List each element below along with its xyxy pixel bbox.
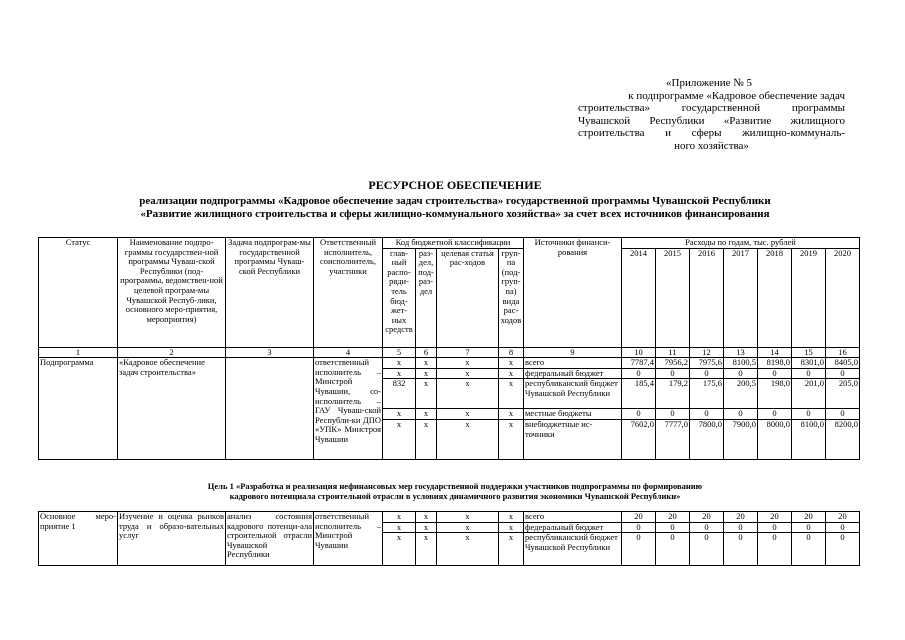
column-number: 7 <box>437 347 499 358</box>
value-cell: 0 <box>690 409 724 420</box>
source-cell: федеральный бюджет <box>524 522 622 533</box>
subtitle-line: «Развитие жилищного строительства и сферы жилищно-коммунального хозяйства» за счет всех источников финансирования <box>140 207 770 220</box>
code-cell: x <box>437 358 499 369</box>
code-cell: x <box>499 368 524 379</box>
source-cell: внебюджетные ис-точники <box>524 419 622 459</box>
value-cell: 7787,4 <box>622 358 656 369</box>
header-year: 2018 <box>758 248 792 347</box>
value-cell: 0 <box>724 522 758 533</box>
document-subtitle <box>40 195 870 220</box>
header-target: целевая статья рас-ходов <box>437 248 499 347</box>
value-cell: 20 <box>826 512 860 523</box>
measure-table <box>38 511 860 566</box>
code-cell: x <box>437 419 499 459</box>
code-cell: x <box>437 533 499 566</box>
column-number: 1 <box>39 347 118 358</box>
header-year: 2019 <box>792 248 826 347</box>
value-cell: 0 <box>622 409 656 420</box>
code-cell: x <box>383 358 416 369</box>
value-cell: 0 <box>690 522 724 533</box>
value-cell: 198,0 <box>758 379 792 409</box>
appendix-line: строительства» государственной программы <box>578 102 845 114</box>
value-cell: 20 <box>724 512 758 523</box>
value-cell: 8198,0 <box>758 358 792 369</box>
header-year: 2016 <box>690 248 724 347</box>
header-razdel: раз-дел, под-раз-дел <box>416 248 437 347</box>
source-cell: всего <box>524 358 622 369</box>
code-cell: x <box>416 419 437 459</box>
value-cell: 0 <box>724 533 758 566</box>
value-cell: 0 <box>758 533 792 566</box>
subtitle-line: реализации подпрограммы «Кадровое обеспечение задач строительства» государственной программы Чувашской Республики <box>139 195 771 207</box>
value-cell: 0 <box>656 522 690 533</box>
appendix-line: строительства и сферы жилищно-коммуналь- <box>578 127 845 139</box>
value-cell: 8100,5 <box>724 358 758 369</box>
appendix-line: «Приложение № 5 <box>666 77 753 89</box>
code-cell: x <box>416 368 437 379</box>
value-cell: 7975,6 <box>690 358 724 369</box>
value-cell: 8000,0 <box>758 419 792 459</box>
column-number: 4 <box>314 347 383 358</box>
measure-name: Изучение и оценка рынков труда и образо-вательных услуг <box>118 512 226 566</box>
document-title: РЕСУРСНОЕ ОБЕСПЕЧЕНИЕ <box>368 178 542 192</box>
table-row <box>39 358 860 369</box>
source-cell: местные бюджеты <box>524 409 622 420</box>
value-cell: 175,6 <box>690 379 724 409</box>
header-sources: Источники финанси-рования <box>524 238 622 348</box>
header-expenses: Расходы по годам, тыс. рублей <box>622 238 860 249</box>
header-status: Статус <box>39 238 118 348</box>
value-cell: 7777,0 <box>656 419 690 459</box>
column-number: 16 <box>826 347 860 358</box>
header-executor: Ответственный исполнитель, соисполнитель, участники <box>314 238 383 348</box>
header-group: груп-па (под-груп-па) вида рас-ходов <box>499 248 524 347</box>
code-cell: x <box>416 512 437 523</box>
code-cell: x <box>437 522 499 533</box>
column-number: 8 <box>499 347 524 358</box>
value-cell: 0 <box>622 533 656 566</box>
column-number: 3 <box>226 347 314 358</box>
value-cell: 0 <box>758 409 792 420</box>
value-cell: 0 <box>656 409 690 420</box>
value-cell: 0 <box>792 533 826 566</box>
value-cell: 20 <box>792 512 826 523</box>
code-cell: x <box>499 522 524 533</box>
code-cell: x <box>437 379 499 409</box>
value-cell: 7956,2 <box>656 358 690 369</box>
column-number: 12 <box>690 347 724 358</box>
appendix-line: ного хозяйства» <box>674 139 749 152</box>
header-year: 2017 <box>724 248 758 347</box>
value-cell: 0 <box>690 533 724 566</box>
source-cell: федеральный бюджет <box>524 368 622 379</box>
header-glavny: глав-ный распо-ряди-тель бюд-жет-ных средств <box>383 248 416 347</box>
value-cell: 8100,0 <box>792 419 826 459</box>
column-number: 5 <box>383 347 416 358</box>
code-cell: x <box>416 379 437 409</box>
value-cell: 7900,0 <box>724 419 758 459</box>
value-cell: 0 <box>622 522 656 533</box>
code-cell: x <box>383 368 416 379</box>
goal-heading <box>120 481 790 501</box>
code-cell: x <box>437 368 499 379</box>
appendix-line: к подпрограмме «Кадровое обеспечение задач <box>628 89 845 102</box>
source-cell: всего <box>524 512 622 523</box>
column-number: 15 <box>792 347 826 358</box>
value-cell: 20 <box>690 512 724 523</box>
value-cell: 0 <box>792 368 826 379</box>
value-cell: 200,5 <box>724 379 758 409</box>
code-cell: x <box>499 379 524 409</box>
value-cell: 8200,0 <box>826 419 860 459</box>
column-number: 2 <box>118 347 226 358</box>
measure-status: Основное меро-приятие 1 <box>39 512 118 566</box>
code-cell: x <box>416 533 437 566</box>
goal-line: Цель 1 «Разработка и реализация нефинансовых мер государственной поддержки участников подпрограммы по формированию <box>207 481 703 491</box>
source-cell: республиканский бюджет Чувашской Республики <box>524 379 622 409</box>
header-year: 2014 <box>622 248 656 347</box>
code-cell: x <box>437 409 499 420</box>
appendix-header <box>578 77 845 152</box>
code-cell: x <box>383 419 416 459</box>
value-cell: 0 <box>826 533 860 566</box>
code-cell: x <box>416 522 437 533</box>
header-year: 2020 <box>826 248 860 347</box>
code-cell: x <box>416 409 437 420</box>
code-cell: 832 <box>383 379 416 409</box>
header-name: Наименование подпро-граммы государствен-ной программы Чуваш-ской Республики (под-программы, ведомствен-ной целевой програм-мы Чувашской Респуб-лики, основного меро-приятия, мероприятия) <box>118 238 226 348</box>
value-cell: 0 <box>622 368 656 379</box>
code-cell: x <box>499 358 524 369</box>
goal-line: кадрового потенциала строительной отрасли в условиях динамичного развития экономики Чувашской Республики» <box>229 491 681 501</box>
code-cell: x <box>499 419 524 459</box>
value-cell: 8301,0 <box>792 358 826 369</box>
source-cell: республиканский бюджет Чувашской Республики <box>524 533 622 566</box>
code-cell: x <box>383 522 416 533</box>
value-cell: 179,2 <box>656 379 690 409</box>
value-cell: 0 <box>724 409 758 420</box>
code-cell: x <box>499 409 524 420</box>
value-cell: 0 <box>792 409 826 420</box>
value-cell: 0 <box>656 368 690 379</box>
value-cell: 8405,0 <box>826 358 860 369</box>
code-cell: x <box>383 533 416 566</box>
column-number: 13 <box>724 347 758 358</box>
code-cell: x <box>383 512 416 523</box>
row-status: Подпрограмма <box>39 358 118 460</box>
header-task: Задача подпрограм-мы государственной программы Чуваш-ской Республики <box>226 238 314 348</box>
value-cell: 205,0 <box>826 379 860 409</box>
value-cell: 0 <box>826 368 860 379</box>
row-name: «Кадровое обеспечение задач строительства» <box>118 358 226 460</box>
value-cell: 0 <box>724 368 758 379</box>
value-cell: 0 <box>826 409 860 420</box>
value-cell: 185,4 <box>622 379 656 409</box>
value-cell: 20 <box>622 512 656 523</box>
column-number: 11 <box>656 347 690 358</box>
row-task <box>226 358 314 460</box>
code-cell: x <box>383 409 416 420</box>
measure-executor: ответственный исполнитель – Минстрой Чувашии <box>314 512 383 566</box>
column-number-row <box>39 347 860 358</box>
code-cell: x <box>416 358 437 369</box>
value-cell: 7602,0 <box>622 419 656 459</box>
code-cell: x <box>437 512 499 523</box>
column-number: 6 <box>416 347 437 358</box>
resource-table <box>38 237 860 460</box>
value-cell: 0 <box>826 522 860 533</box>
measure-task: анализ состояния кадрового потенци-ала строительной отрасли Чувашской Республики <box>226 512 314 566</box>
table-row <box>39 512 860 523</box>
column-number: 14 <box>758 347 792 358</box>
header-year: 2015 <box>656 248 690 347</box>
header-budget-code: Код бюджетной классификации <box>383 238 524 249</box>
value-cell: 0 <box>656 533 690 566</box>
row-executor: ответственный исполнитель – Минстрой Чувашии, со-исполнитель – ГАУ Чуваш-ской Республи-ки ДПО «УПК» Минстроя Чувашии <box>314 358 383 460</box>
column-number: 10 <box>622 347 656 358</box>
value-cell: 0 <box>690 368 724 379</box>
value-cell: 201,0 <box>792 379 826 409</box>
value-cell: 0 <box>792 522 826 533</box>
value-cell: 20 <box>656 512 690 523</box>
code-cell: x <box>499 512 524 523</box>
value-cell: 0 <box>758 368 792 379</box>
value-cell: 20 <box>758 512 792 523</box>
code-cell: x <box>499 533 524 566</box>
appendix-line: Чувашской Республики «Развитие жилищного <box>578 114 845 127</box>
value-cell: 0 <box>758 522 792 533</box>
value-cell: 7800,0 <box>690 419 724 459</box>
column-number: 9 <box>524 347 622 358</box>
